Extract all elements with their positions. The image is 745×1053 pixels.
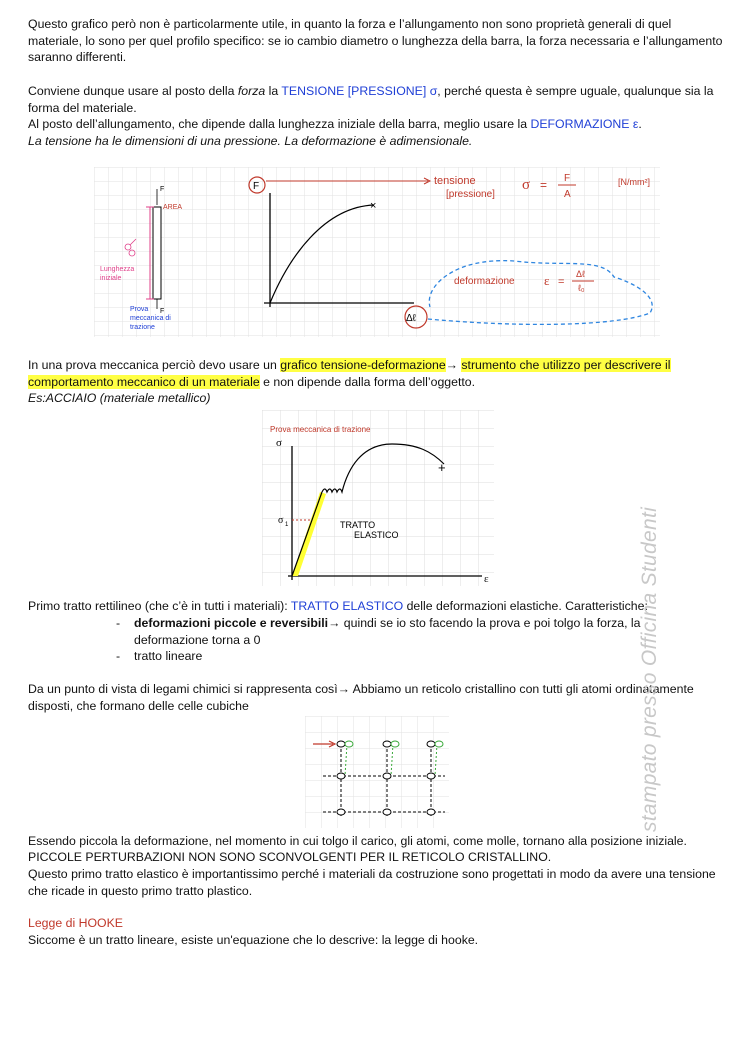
text: delle deformazioni elastiche. Caratteristiche: <box>403 599 648 613</box>
bullet-text: → quindi se io sto facendo la prova e poi tolgo la forza, la deformazione torna a 0 <box>134 616 641 647</box>
term-tratto-elastico: TRATTO ELASTICO <box>290 599 404 613</box>
axis-label-dl: Δℓ <box>406 313 416 324</box>
text: Al posto dell’allungamento, che dipende dalla lunghezza iniziale della barra, meglio usare la <box>28 117 531 131</box>
paragraph-tratto-elastico <box>28 598 728 615</box>
axis-label-f: F <box>253 181 260 192</box>
text: e non dipende dalla forma dell’oggetto. <box>259 374 476 389</box>
term-deformazione: DEFORMAZIONE ε <box>530 117 639 131</box>
label-f-top: F <box>160 186 165 193</box>
label-elastico: ELASTICO <box>354 530 399 540</box>
axis-label-sigma: σ <box>276 437 282 449</box>
eq-equals: = <box>540 178 548 192</box>
label-lunghezza: Lunghezza <box>100 266 135 273</box>
figure-stress-strain <box>262 410 494 586</box>
paragraph-acciaio: Es:ACCIAIO (materiale metallico) <box>28 391 211 405</box>
grid-background <box>262 410 494 586</box>
paragraph-deformazione <box>28 116 728 133</box>
paragraph-dimensioni: La tensione ha le dimensioni di una pressione. La deformazione è adimensionale. <box>28 134 473 148</box>
bullet-bold: deformazioni piccole e reversibili <box>134 616 329 630</box>
paragraph-grafico <box>28 357 728 390</box>
label-prova: Prova <box>130 306 149 313</box>
bullet-item <box>134 648 694 665</box>
eq-den-l0: ℓ₀ <box>578 283 585 293</box>
eq-sigma: σ <box>522 177 531 193</box>
watermark: stampato presso Officina Studenti <box>638 506 661 832</box>
label-sigma1: σ <box>278 515 284 526</box>
label-deformazione: deformazione <box>454 276 515 287</box>
paragraph-hooke: Siccome è un tratto lineare, esiste un'equazione che lo descrive: la legge di hooke. <box>28 933 479 947</box>
eq-unit: [N/mm²] <box>618 177 650 187</box>
label-f-bottom: F <box>160 308 165 315</box>
heading-legge-hooke: Legge di HOOKE <box>28 916 124 930</box>
paragraph-importanza: Questo primo tratto elastico è importantissimo perché i materiali da costruzione sono progettati in modo da avere una tensione che ricade in questo primo tratto plastico. <box>28 867 716 898</box>
figure-crystal-lattice <box>305 716 449 828</box>
fig2-title: Prova meccanica di trazione <box>270 425 371 434</box>
label-trazione: trazione <box>130 324 155 331</box>
text: la <box>265 84 282 98</box>
text: In una prova meccanica perciò devo usare un <box>28 358 281 372</box>
label-pressione: [pressione] <box>446 189 495 200</box>
highlight-strumento: strumento che utilizzo per descrivere il comportamento meccanico di un materiale <box>28 358 671 389</box>
fracture-mark: + <box>438 460 446 475</box>
bullet-dash: - <box>116 649 121 663</box>
text: → <box>445 358 462 372</box>
text: Primo tratto rettilineo (che c’è in tutti i materiali): <box>28 599 291 613</box>
label-area: AREA <box>163 204 183 211</box>
text: Conviene dunque usare al posto della <box>28 84 238 98</box>
eq-eps: ε <box>544 273 550 288</box>
label-tensione: tensione <box>434 175 476 187</box>
paragraph-reticolo: Da un punto di vista di legami chimici si rappresenta così→ Abbiamo un reticolo cristallino con tutti gli atomi ordinatamente disposti, che formano delle celle cubiche <box>28 682 694 713</box>
label-meccanica: meccanica di <box>130 315 171 322</box>
eq-num-dl: Δℓ <box>576 269 585 279</box>
eq-den-a: A <box>564 189 571 200</box>
text-forza: forza <box>237 84 266 98</box>
fracture-mark: × <box>370 200 377 212</box>
paragraph-piccola-deformazione: Essendo piccola la deformazione, nel momento in cui tolgo il carico, gli atomi, come molle, tornano alla posizione iniziale. <box>28 834 687 848</box>
axis-label-eps: ε <box>484 573 489 585</box>
term-tensione: TENSIONE [PRESSIONE] σ <box>281 84 438 98</box>
paragraph-perturbazioni: PICCOLE PERTURBAZIONI NON SONO SCONVOLGENTI PER IL RETICOLO CRISTALLINO. <box>28 850 552 864</box>
text: . <box>638 117 642 131</box>
bullet-text: tratto lineare <box>134 649 203 663</box>
text: , perché questa è sempre uguale, qualunque sia la forma del materiale. <box>28 84 714 115</box>
bullet-item <box>134 615 694 648</box>
figure-force-elongation <box>94 167 660 337</box>
label-iniziale: iniziale <box>100 275 122 282</box>
paragraph-intro: Questo grafico però non è particolarmente utile, in quanto la forza e l’allungamento non sono proprietà generali di quel materiale, lo sono per quel profilo specifico: se io cambio diametro o lunghezza della barra, la forza necessaria e l’allungamento saranno differenti. <box>28 17 723 65</box>
eq-num-f: F <box>564 173 571 184</box>
highlight-grafico: grafico tensione-deformazione <box>280 358 446 372</box>
paragraph-tensione <box>28 83 728 116</box>
label-tratto: TRATTO <box>340 520 376 530</box>
eq-equals-2: = <box>558 276 565 288</box>
grid-background <box>94 167 660 337</box>
bullet-dash: - <box>116 616 121 630</box>
label-sigma1-sub: 1 <box>285 522 289 528</box>
